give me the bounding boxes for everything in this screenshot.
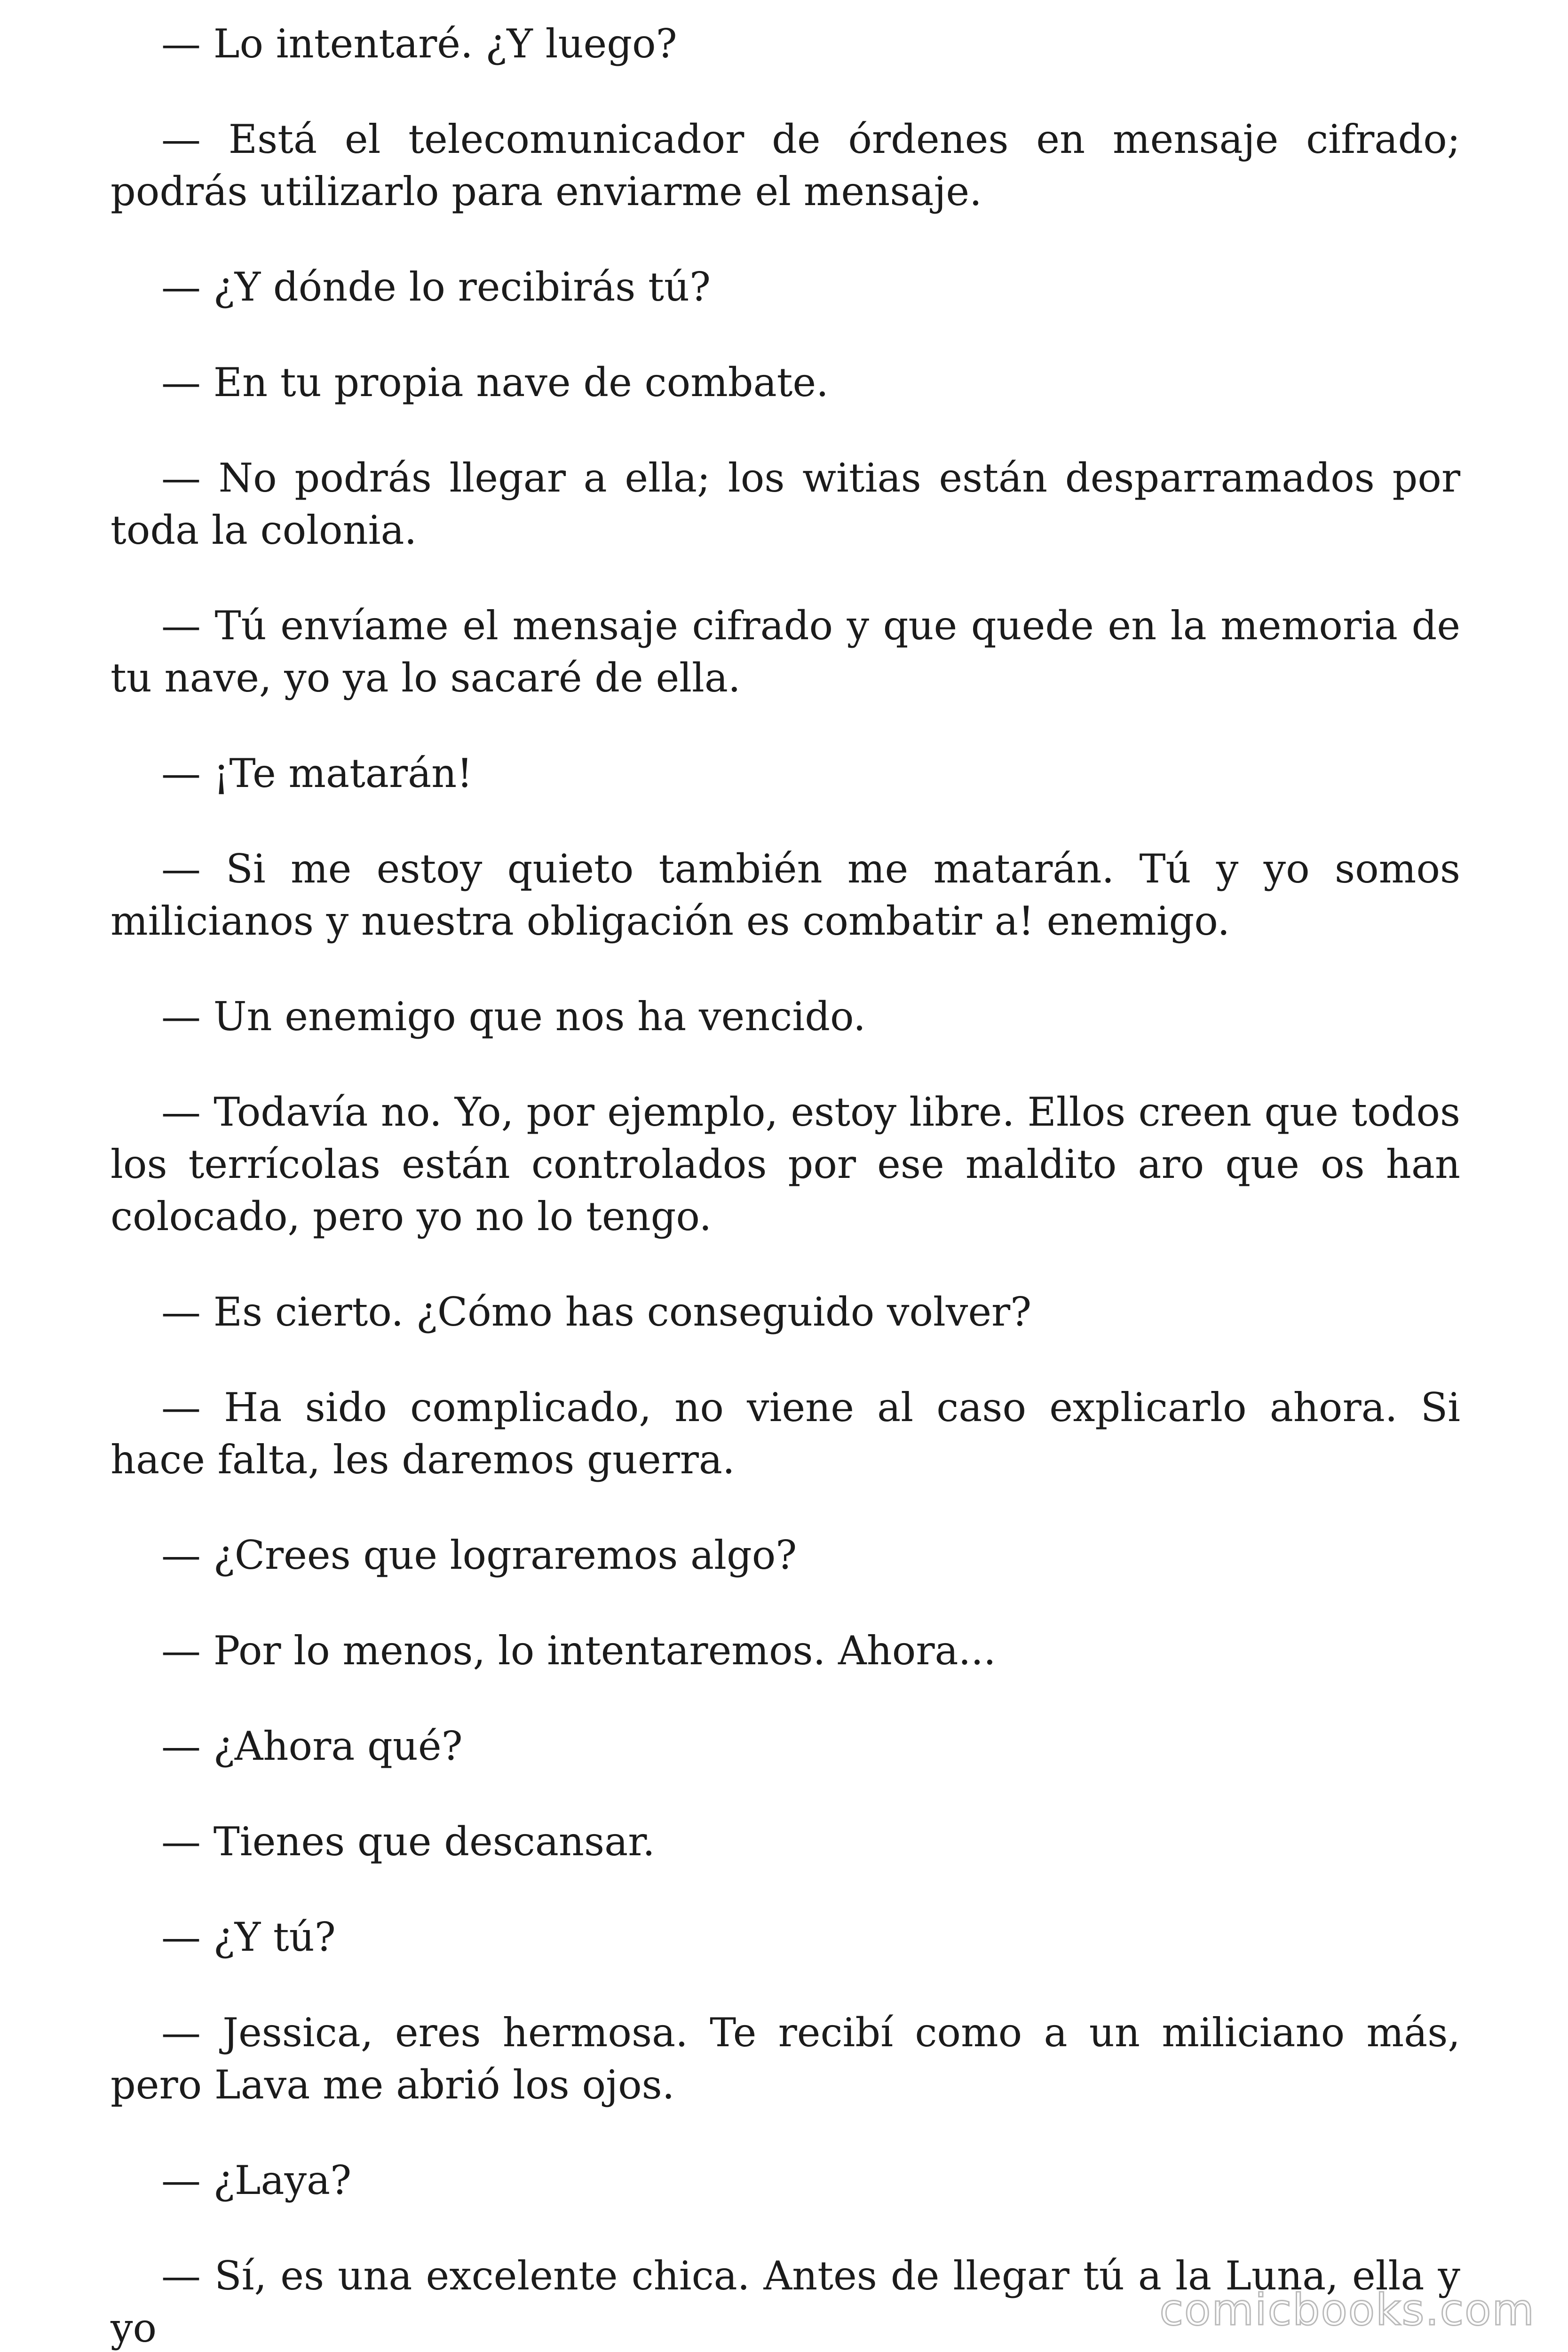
paragraph: — ¿Laya? xyxy=(161,2157,352,2203)
paragraph: — Lo intentaré. ¿Y luego? xyxy=(161,21,677,67)
paragraph: — Está el telecomunicador de órdenes en mensaje cifrado; podrás utilizarlo para enviarme el mensaje. xyxy=(111,116,1460,215)
paragraph: — Si me estoy quieto también me matarán. Tú y yo somos milicianos y nuestra obligación es combatir a! enemigo. xyxy=(111,846,1460,944)
paragraph: — Sí, es una excelente chica. Antes de llegar tú a la Luna, ella y yo xyxy=(111,2253,1460,2351)
paragraph: — ¿Y tú? xyxy=(161,1914,336,1960)
paragraph: — ¿Crees que lograremos algo? xyxy=(161,1532,797,1578)
paragraph: — ¡Te matarán! xyxy=(161,750,473,796)
paragraph: — ¿Y dónde lo recibirás tú? xyxy=(161,264,711,310)
paragraph: — Jessica, eres hermosa. Te recibí como a un miliciano más, pero Lava me abrió los ojos. xyxy=(111,2010,1460,2108)
paragraph: — Tú envíame el mensaje cifrado y que quede en la memoria de tu nave, yo ya lo sacaré de ella. xyxy=(111,603,1460,701)
paragraph: — Por lo menos, lo intentaremos. Ahora... xyxy=(161,1628,996,1674)
paragraph: — Un enemigo que nos ha vencido. xyxy=(161,993,866,1040)
book-page-text xyxy=(111,18,1460,2352)
paragraph: — En tu propia nave de combate. xyxy=(161,359,829,405)
paragraph: — ¿Ahora qué? xyxy=(161,1723,463,1769)
paragraph: — Ha sido complicado, no viene al caso explicarlo ahora. Si hace falta, les daremos guerra. xyxy=(111,1384,1460,1483)
paragraph: — Tienes que descansar. xyxy=(161,1819,655,1865)
paragraph: — Todavía no. Yo, por ejemplo, estoy libre. Ellos creen que todos los terrícolas están controlados por ese maldito aro que os han colocado, pero yo no lo tengo. xyxy=(111,1089,1460,1240)
paragraph: — No podrás llegar a ella; los witias están desparramados por toda la colonia. xyxy=(111,455,1460,553)
paragraph: — Es cierto. ¿Cómo has conseguido volver? xyxy=(161,1289,1032,1335)
watermark: comicbooks.com xyxy=(1159,2285,1535,2335)
